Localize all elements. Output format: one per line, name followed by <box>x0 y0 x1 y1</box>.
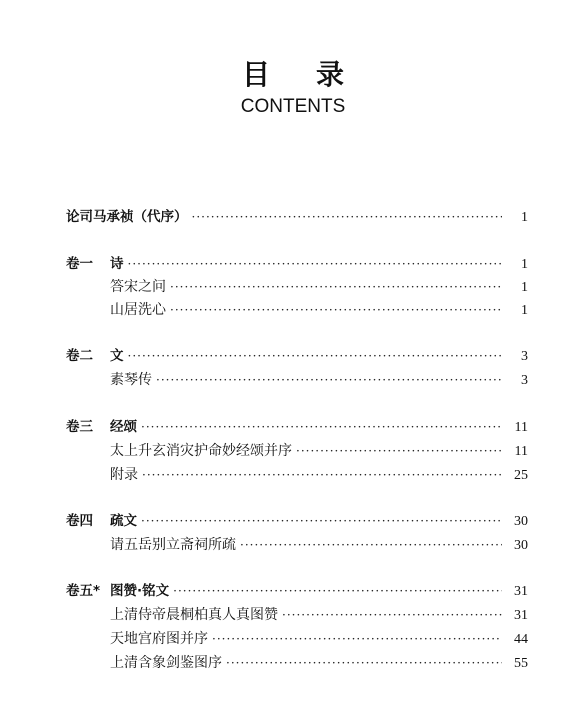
toc-entry-label: 山居洗心 <box>110 302 166 318</box>
toc-page-number: 11 <box>514 444 528 459</box>
toc-page-number: 31 <box>514 608 528 623</box>
toc-page-number: 30 <box>514 514 528 529</box>
toc-page-number: 30 <box>514 538 528 553</box>
toc-entry <box>110 464 528 486</box>
toc-page-number: 1 <box>521 280 528 295</box>
toc-row[interactable] <box>0 369 586 391</box>
toc-entry-label: 上清含象剑鉴图序 <box>110 655 222 671</box>
toc-entry <box>110 345 528 367</box>
toc-entry <box>110 510 528 532</box>
toc-entry <box>110 580 528 602</box>
toc-volume-label: 卷三 <box>66 419 93 435</box>
toc-entry <box>110 276 528 298</box>
toc-page-number: 11 <box>514 420 528 435</box>
toc-row-volume-4[interactable] <box>0 510 586 532</box>
toc-row[interactable] <box>0 604 586 626</box>
toc-page-number: 31 <box>514 584 528 599</box>
toc-page-number: 44 <box>514 632 528 647</box>
page-subtitle: CONTENTS <box>240 96 346 117</box>
toc-page-number: 55 <box>514 656 528 671</box>
toc-row[interactable] <box>0 440 586 462</box>
dot-leader <box>212 628 502 650</box>
dot-leader <box>128 253 503 275</box>
dot-leader <box>282 604 502 626</box>
toc-entry-label: 图赞·铭文 <box>110 583 170 599</box>
toc-entry-label: 论司马承祯（代序） <box>66 209 188 225</box>
dot-leader <box>156 369 502 391</box>
toc-row-volume-1[interactable] <box>0 253 586 275</box>
toc-entry-label: 上清侍帝晨桐柏真人真图赞 <box>110 607 278 623</box>
toc-page-number: 25 <box>514 468 528 483</box>
toc-entry <box>110 299 528 321</box>
toc-row-volume-2[interactable] <box>0 345 586 367</box>
dot-leader <box>141 510 502 532</box>
toc-row[interactable] <box>0 299 586 321</box>
dot-leader <box>173 580 502 602</box>
toc-row-volume-5[interactable] <box>0 580 586 602</box>
toc-page-number: 3 <box>521 349 528 364</box>
toc-entry-label: 疏文 <box>110 513 137 529</box>
toc-entry-label: 答宋之问 <box>110 279 166 295</box>
toc-row-preface[interactable] <box>0 206 586 228</box>
toc-page-number: 1 <box>521 257 528 272</box>
toc-page-number: 1 <box>521 303 528 318</box>
toc-entry <box>66 206 528 228</box>
toc-entry <box>110 369 528 391</box>
toc-entry <box>110 440 528 462</box>
toc-entry-label: 经颂 <box>110 419 137 435</box>
toc-volume-label: 卷二 <box>66 348 93 364</box>
toc-row[interactable] <box>0 628 586 650</box>
toc-entry <box>110 416 528 438</box>
toc-row[interactable] <box>0 464 586 486</box>
toc-entry-label: 诗 <box>110 256 124 272</box>
dot-leader <box>296 440 502 462</box>
dot-leader <box>128 345 503 367</box>
toc-volume-label: 卷五* <box>66 583 101 599</box>
toc-entry-label: 请五岳别立斋祠所疏 <box>110 537 236 553</box>
toc-entry <box>110 253 528 275</box>
toc-row-volume-3[interactable] <box>0 416 586 438</box>
dot-leader <box>170 299 502 321</box>
page-title: 目录 <box>241 58 390 91</box>
toc-entry-label: 天地宫府图并序 <box>110 631 208 647</box>
toc-entry <box>110 652 528 674</box>
toc-entry-label: 太上升玄消灾护命妙经颂并序 <box>110 443 292 459</box>
toc-entry <box>110 534 528 556</box>
toc-entry <box>110 628 528 650</box>
dot-leader <box>141 416 502 438</box>
toc-entry-label: 文 <box>110 348 124 364</box>
dot-leader <box>192 206 503 228</box>
dot-leader <box>240 534 502 556</box>
toc-entry <box>110 604 528 626</box>
dot-leader <box>226 652 502 674</box>
toc-volume-label: 卷一 <box>66 256 93 272</box>
toc-page-number: 1 <box>521 210 528 225</box>
dot-leader <box>142 464 502 486</box>
toc-row[interactable] <box>0 652 586 674</box>
toc-entry-label: 素琴传 <box>110 372 152 388</box>
toc-volume-label: 卷四 <box>66 513 93 529</box>
toc-row[interactable] <box>0 534 586 556</box>
toc-entry-label: 附录 <box>110 467 138 483</box>
toc-page-number: 3 <box>521 373 528 388</box>
dot-leader <box>170 276 502 298</box>
toc-row[interactable] <box>0 276 586 298</box>
